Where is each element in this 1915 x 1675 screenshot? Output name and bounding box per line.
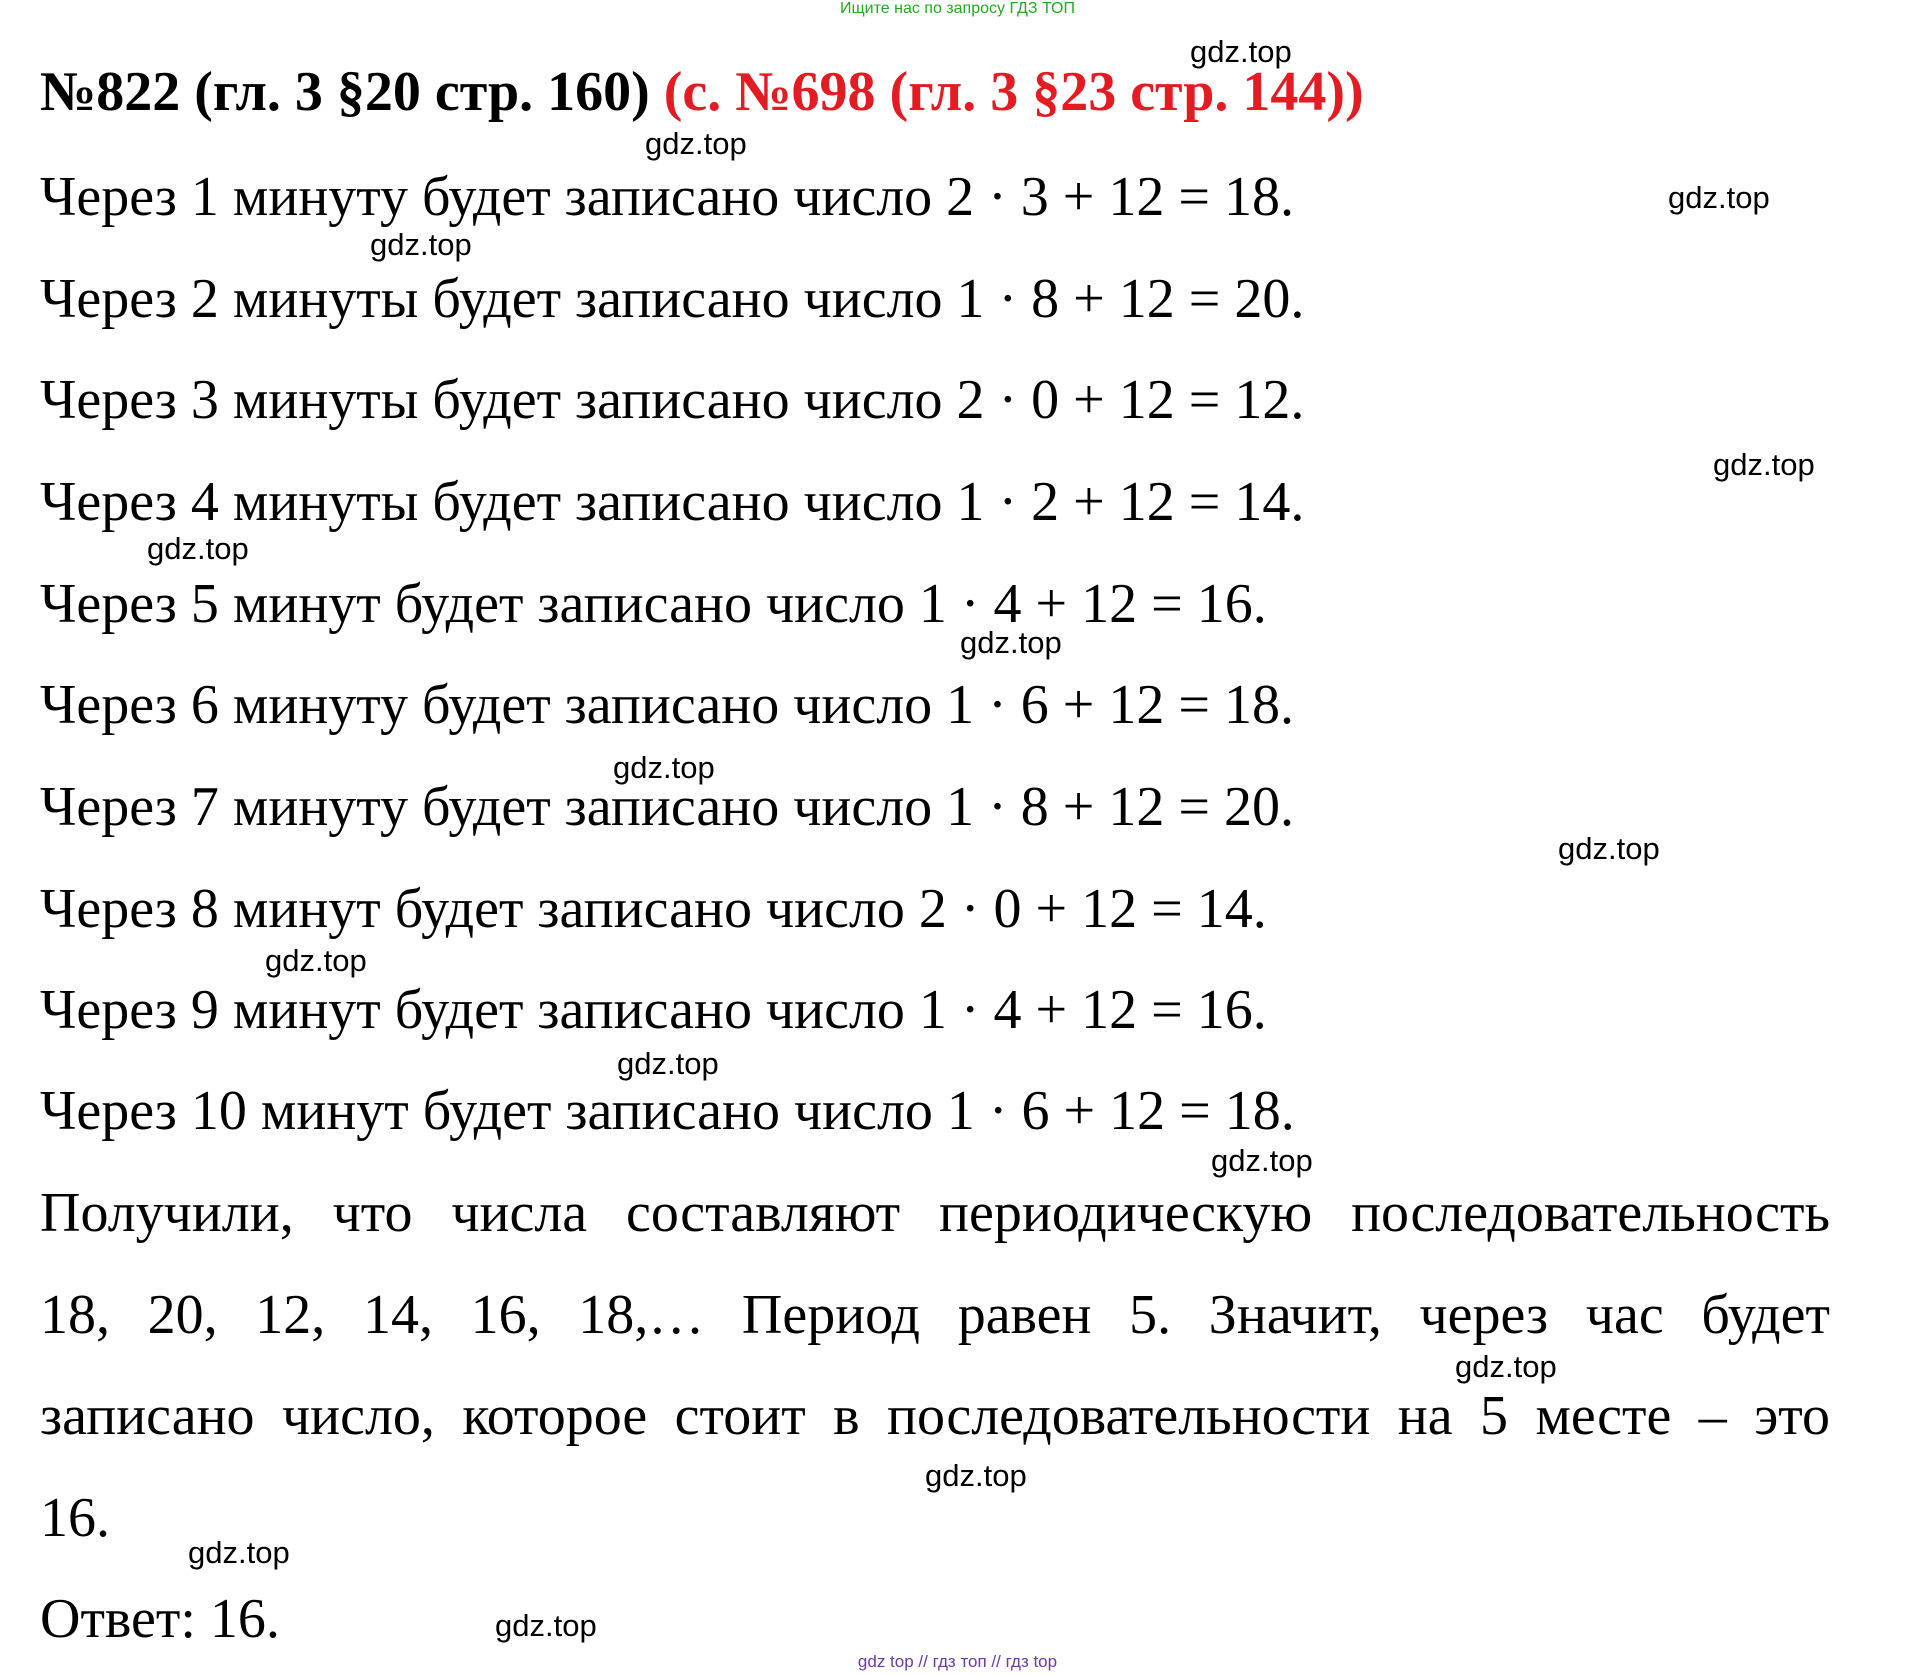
solution-line-10: Через 10 минут будет записано число 1 · 6 + 12 = 18. — [40, 1080, 1295, 1142]
watermark: gdz.top — [1668, 180, 1770, 215]
top-banner[interactable]: Ищите нас по запросу ГДЗ ТОП — [840, 0, 1075, 17]
watermark: gdz.top — [495, 1608, 597, 1643]
solution-line-9: Через 9 минут будет записано число 1 · 4 + 12 = 16. — [40, 979, 1267, 1041]
watermark: gdz.top — [960, 625, 1062, 660]
solution-line-1: Через 1 минуту будет записано число 2 · 3 + 12 = 18. — [40, 166, 1294, 228]
solution-line-4: Через 4 минуты будет записано число 1 · 2 + 12 = 14. — [40, 471, 1305, 533]
conclusion-line-2: 18, 20, 12, 14, 16, 18,… Период равен 5. Значит, через час будет — [40, 1284, 1830, 1346]
watermark: gdz.top — [1190, 34, 1292, 69]
solution-line-7: Через 7 минуту будет записано число 1 · 8 + 12 = 20. — [40, 776, 1294, 838]
watermark: gdz.top — [147, 531, 249, 566]
watermark: gdz.top — [188, 1535, 290, 1570]
watermark: gdz.top — [1713, 447, 1815, 482]
page-title — [40, 60, 1364, 124]
solution-line-8: Через 8 минут будет записано число 2 · 0 + 12 = 14. — [40, 878, 1267, 940]
answer: Ответ: 16. — [40, 1588, 280, 1650]
title-main: №822 (гл. 3 §20 стр. 160) — [40, 61, 650, 123]
footer-links[interactable]: gdz top // гдз топ // гдз top — [857, 1652, 1058, 1671]
watermark: gdz.top — [1455, 1349, 1557, 1384]
solution-line-6: Через 6 минуту будет записано число 1 · 6 + 12 = 18. — [40, 674, 1294, 736]
watermark: gdz.top — [645, 126, 747, 161]
solution-line-5: Через 5 минут будет записано число 1 · 4 + 12 = 16. — [40, 573, 1267, 635]
conclusion-line-1: Получили, что числа составляют периодическую последовательность — [40, 1182, 1830, 1244]
conclusion-line-3: записано число, которое стоит в последовательности на 5 месте – это — [40, 1385, 1830, 1447]
conclusion-line-4: 16. — [40, 1487, 110, 1549]
solution-line-3: Через 3 минуты будет записано число 2 · 0 + 12 = 12. — [40, 369, 1305, 431]
watermark: gdz.top — [265, 943, 367, 978]
solution-line-2: Через 2 минуты будет записано число 1 · 8 + 12 = 20. — [40, 268, 1305, 330]
watermark: gdz.top — [617, 1046, 719, 1081]
watermark: gdz.top — [370, 227, 472, 262]
watermark: gdz.top — [1558, 831, 1660, 866]
watermark: gdz.top — [925, 1458, 1027, 1493]
watermark: gdz.top — [613, 750, 715, 785]
watermark: gdz.top — [1211, 1143, 1313, 1178]
title-alt-reference: (с. №698 (гл. 3 §23 стр. 144)) — [663, 61, 1364, 123]
